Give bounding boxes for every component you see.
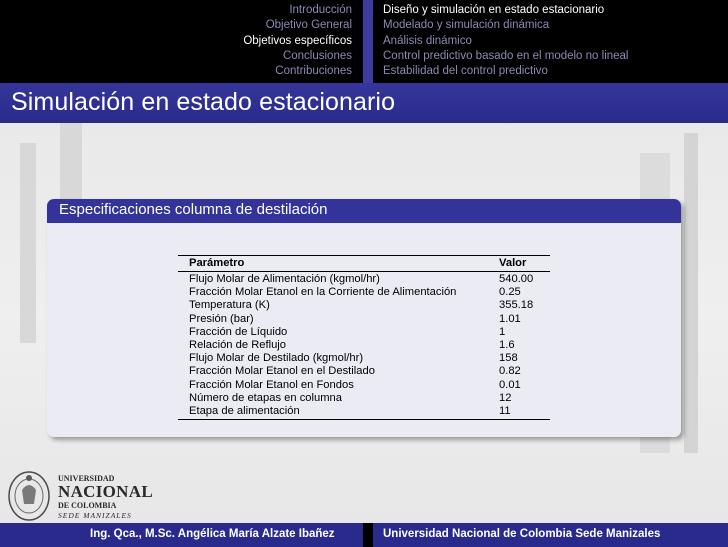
nav-subsection-link-1[interactable]: Modelado y simulación dinámica bbox=[383, 19, 550, 32]
table-cell-parameter: Fracción Molar Etanol en el Destilado bbox=[189, 365, 375, 378]
table-cell-value: 540.00 bbox=[499, 273, 534, 285]
table-row bbox=[178, 339, 550, 352]
table-cell-value: 0.01 bbox=[499, 378, 521, 391]
nav-subsection-link-3[interactable]: Control predictivo basado en el modelo no lineal bbox=[383, 49, 629, 62]
navigation-bar bbox=[0, 0, 728, 83]
footer-left bbox=[0, 523, 363, 547]
nav-section-link-3[interactable]: Conclusiones bbox=[282, 49, 352, 62]
table-header-value: Valor bbox=[499, 257, 527, 269]
table-header-parameter: Parámetro bbox=[189, 257, 245, 269]
nav-section-link-1[interactable]: Objetivo General bbox=[265, 19, 352, 32]
table-cell-value: 1.6 bbox=[499, 339, 515, 351]
nav-section-link-2[interactable]: Objetivos específicos bbox=[243, 34, 352, 47]
footer bbox=[0, 523, 728, 547]
frame-title: Simulación en estado estacionario bbox=[11, 88, 396, 116]
table-cell-value: 0.25 bbox=[499, 286, 521, 299]
table-cell-parameter: Fracción Molar Etanol en la Corriente de Alimentación bbox=[189, 286, 457, 299]
logo-line-1: UNIVERSIDAD bbox=[58, 474, 115, 483]
table-cell-value: 1.01 bbox=[499, 312, 521, 325]
table-cell-value: 1 bbox=[499, 325, 506, 338]
table-mid-rule bbox=[178, 271, 550, 272]
table-row bbox=[178, 352, 550, 365]
table-cell-parameter: Fracción Molar Etanol en Fondos bbox=[189, 378, 354, 391]
nav-section-link-4[interactable]: Contribuciones bbox=[275, 65, 352, 78]
nav-subsection-link-4[interactable]: Estabilidad del control predictivo bbox=[383, 65, 548, 78]
logo-line-4: SEDE MANIZALES bbox=[58, 511, 132, 520]
table-row bbox=[178, 392, 550, 405]
block-header bbox=[47, 199, 681, 223]
university-seal-icon bbox=[6, 470, 52, 524]
table-top-rule bbox=[178, 255, 550, 256]
table-row bbox=[178, 313, 550, 326]
nav-subsection-link-2[interactable]: Análisis dinámico bbox=[383, 34, 472, 47]
table-row bbox=[178, 299, 550, 312]
footer-right bbox=[373, 523, 728, 547]
section-navigation bbox=[0, 3, 352, 79]
nav-divider bbox=[363, 0, 373, 83]
table-cell-parameter: Flujo Molar de Destilado (kgmol/hr) bbox=[189, 352, 364, 365]
table-header-row bbox=[178, 257, 550, 270]
table-cell-parameter: Presión (bar) bbox=[189, 312, 254, 325]
table-cell-value: 12 bbox=[499, 391, 512, 404]
table-cell-parameter: Etapa de alimentación bbox=[189, 405, 300, 417]
footer-institution: Universidad Nacional de Colombia Sede Manizales bbox=[383, 528, 661, 540]
nav-section-link-0[interactable]: Introducción bbox=[289, 4, 352, 16]
logo-line-2: NACIONAL bbox=[58, 482, 153, 501]
table-cell-parameter: Fracción de Líquido bbox=[189, 325, 288, 338]
nav-subsection-link-0[interactable]: Diseño y simulación en estado estacionario bbox=[383, 4, 605, 16]
table-cell-value: 11 bbox=[499, 405, 511, 417]
table-row bbox=[178, 273, 550, 286]
table-bottom-rule bbox=[178, 419, 550, 420]
table-row bbox=[178, 365, 550, 378]
block-body bbox=[47, 223, 681, 437]
table-cell-parameter: Relación de Reflujo bbox=[189, 339, 287, 351]
table-cell-parameter: Número de etapas en columna bbox=[189, 391, 342, 404]
table-cell-value: 158 bbox=[499, 352, 518, 365]
table-cell-parameter: Flujo Molar de Alimentación (kgmol/hr) bbox=[189, 273, 380, 285]
table-row bbox=[178, 379, 550, 392]
university-logo bbox=[6, 470, 153, 526]
table-row bbox=[178, 405, 550, 418]
table-cell-parameter: Temperatura (K) bbox=[189, 299, 270, 312]
block-title: Especificaciones columna de destilación bbox=[59, 201, 328, 218]
table-row bbox=[178, 326, 550, 339]
table-row bbox=[178, 286, 550, 299]
specifications-block bbox=[47, 199, 681, 437]
table-cell-value: 0.82 bbox=[499, 365, 521, 378]
table-cell-value: 355.18 bbox=[499, 299, 534, 312]
subsection-navigation bbox=[383, 3, 728, 79]
frame-title-bar bbox=[0, 83, 728, 123]
logo-line-3: DE COLOMBIA bbox=[58, 501, 117, 510]
footer-author: Ing. Qca., M.Sc. Angélica María Alzate Ibañez bbox=[90, 528, 335, 540]
